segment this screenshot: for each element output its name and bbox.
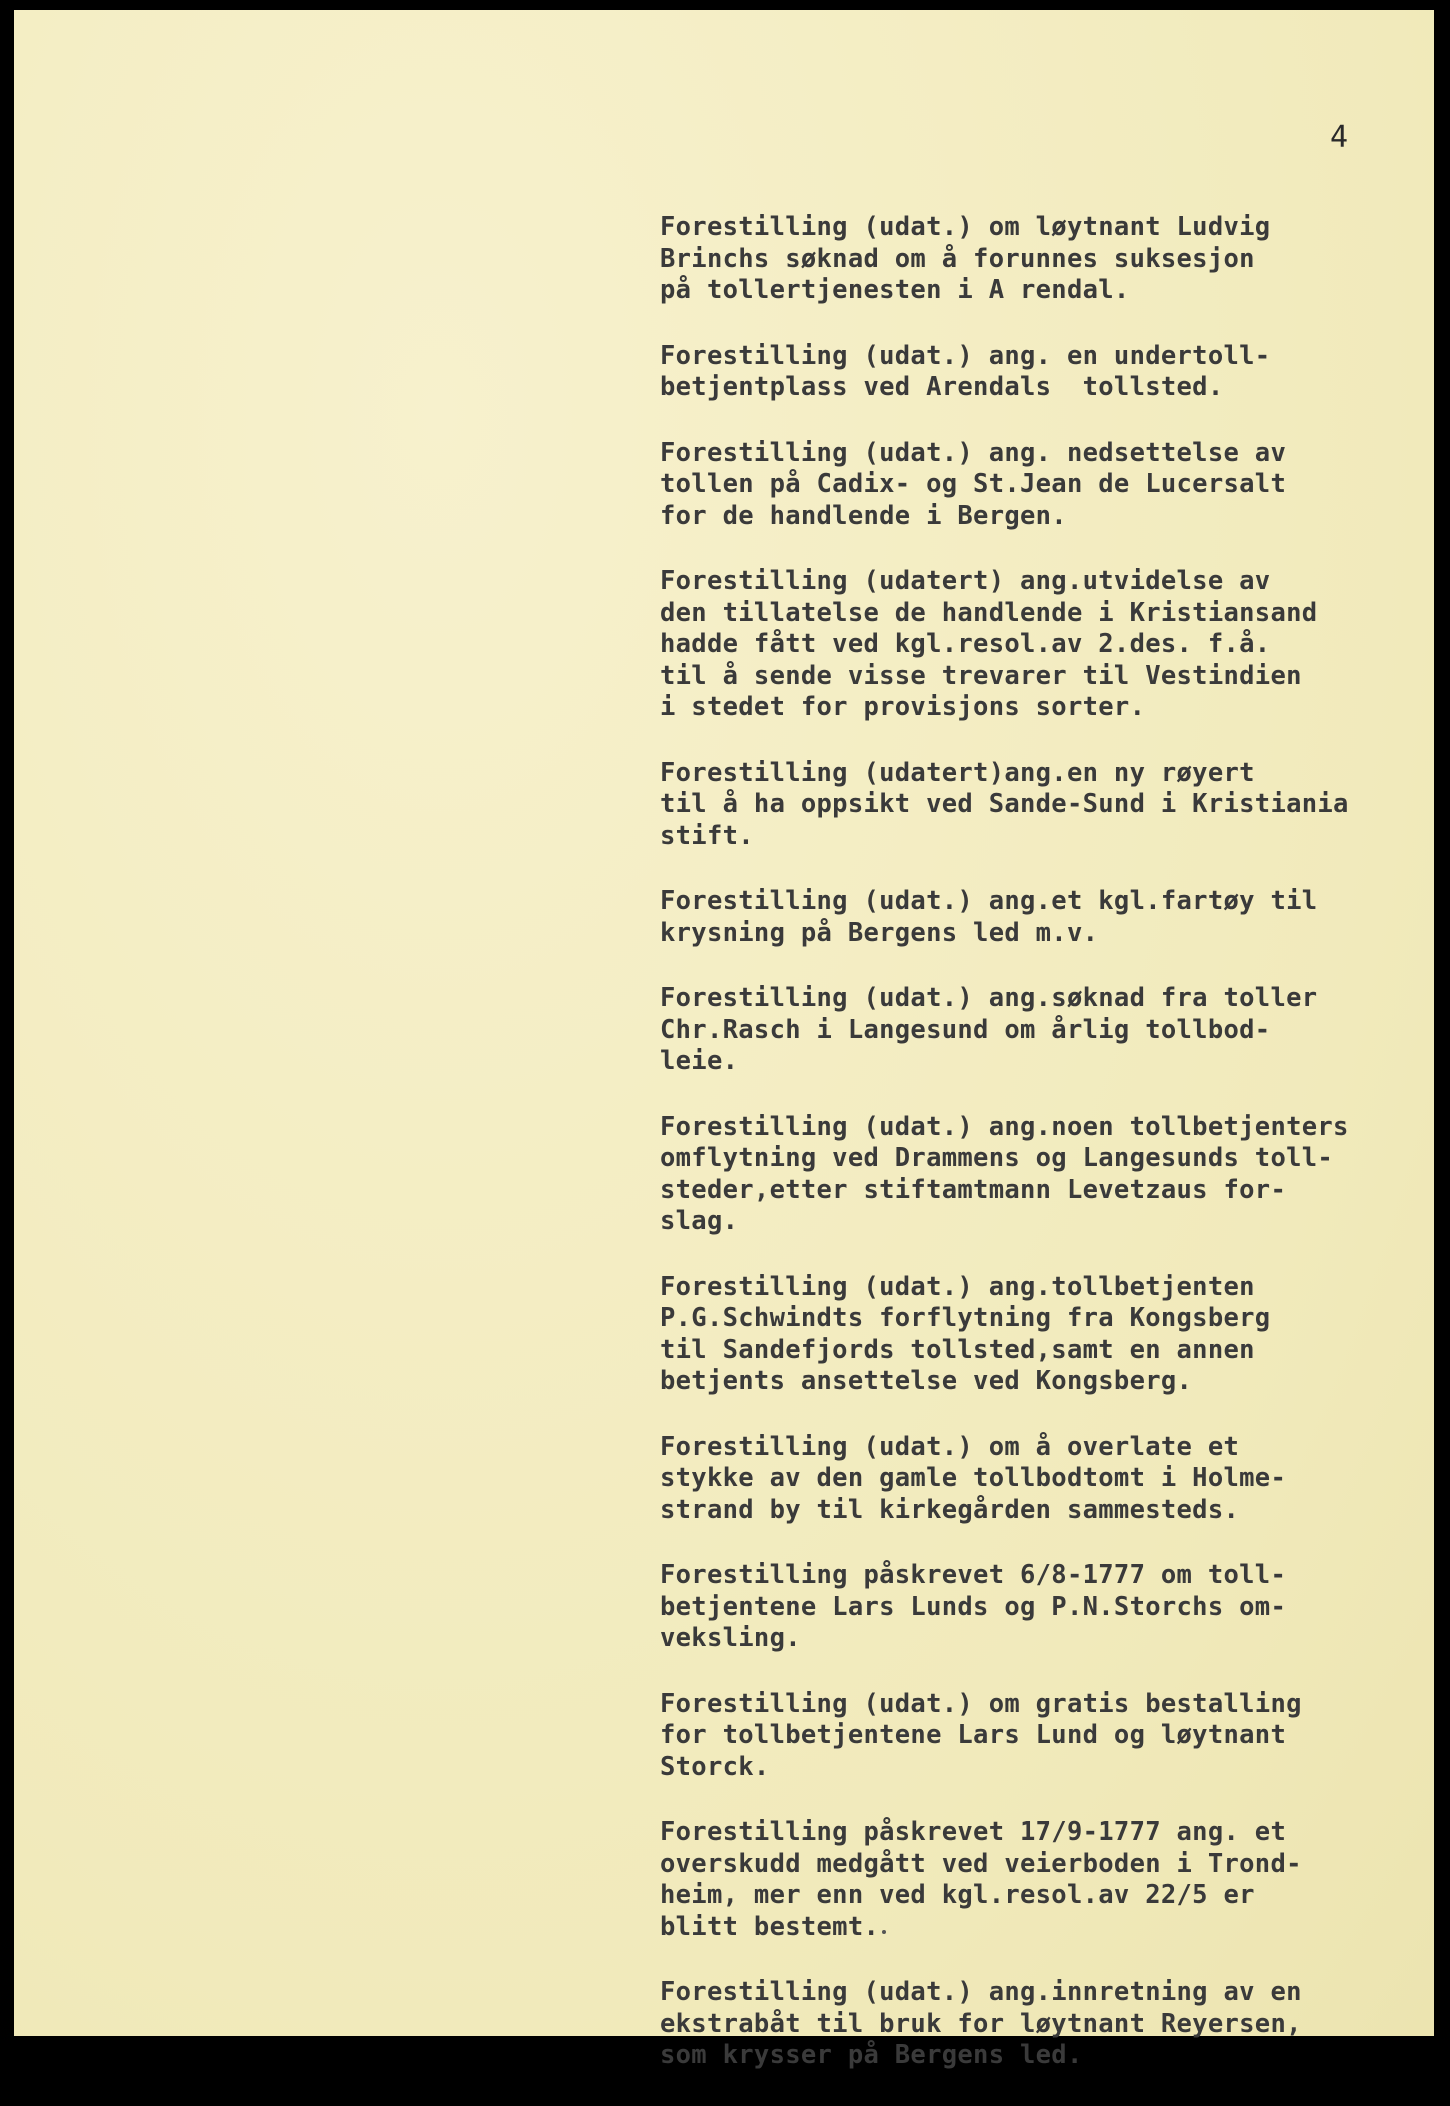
entry-line: til å ha oppsikt ved Sande-Sund i Kristiania: [660, 789, 1349, 819]
entry-line: Forestilling (udat.) om løytnant Ludvig: [660, 212, 1271, 242]
entry-line: Brinchs søknad om å forunnes suksesjon: [660, 243, 1255, 274]
entry-line: Forestilling (udat.) ang.noen tollbetjenters: [660, 1111, 1349, 1142]
entry-line: Forestilling (udat.) ang.søknad fra toller: [660, 983, 1318, 1013]
entry-line: Forestilling (udat.) ang. nedsettelse av: [660, 437, 1287, 468]
entry-line: på tollertjenesten i A rendal.: [660, 275, 1130, 305]
entry-line: overskudd medgått ved veierboden i Trond-: [660, 1848, 1302, 1879]
entry-paragraph: [660, 758, 1420, 853]
entry-line: ekstrabåt til bruk for løytnant Reyersen,: [660, 2008, 1302, 2039]
entry-line: heim, mer enn ved kgl.resol.av 22/5 er: [660, 1880, 1255, 1910]
entry-line: Forestilling påskrevet 6/8-1777 om toll-: [660, 1560, 1287, 1590]
entry-paragraph: [660, 341, 1420, 404]
entry-line: tollen på Cadix- og St.Jean de Lucersalt: [660, 469, 1287, 499]
entry-line: betjentene Lars Lunds og P.N.Storchs om-: [660, 1591, 1287, 1622]
entry-paragraph: [660, 438, 1420, 533]
entry-line: for tollbetjentene Lars Lund og løytnant: [660, 1720, 1287, 1750]
entry-paragraph: [660, 983, 1420, 1078]
entry-line: Storck.: [660, 1751, 770, 1782]
entry-paragraph: [660, 1817, 1420, 1943]
ink-dot: [882, 1930, 886, 1934]
entry-line: hadde fått ved kgl.resol.av 2.des. f.å.: [660, 629, 1271, 659]
entry-line: krysning på Bergens led m.v.: [660, 917, 1099, 948]
entry-paragraph: [660, 1272, 1420, 1398]
entry-line: strand by til kirkegården sammesteds.: [660, 1494, 1240, 1525]
entry-line: Forestilling (udat.) om gratis bestalling: [660, 1688, 1302, 1719]
entry-line: Forestilling påskrevet 17/9-1777 ang. et: [660, 1817, 1287, 1847]
entry-line: Forestilling (udat.) ang. en undertoll-: [660, 340, 1271, 371]
entry-line: blitt bestemt.: [660, 1911, 880, 1942]
entry-paragraph: [660, 212, 1420, 307]
entry-paragraph: [660, 886, 1420, 949]
entry-line: betjents ansettelse ved Kongsberg.: [660, 1366, 1193, 1396]
entry-paragraph: [660, 1432, 1420, 1527]
entry-paragraph: [660, 1977, 1420, 2072]
entry-line: for de handlende i Bergen.: [660, 500, 1067, 531]
entry-line: til å sende visse trevarer til Vestindien: [660, 660, 1302, 691]
page-number: 4: [1330, 120, 1349, 155]
entry-line: betjentplass ved Arendals tollsted.: [660, 372, 1224, 402]
entry-line: steder,etter stiftamtmann Levetzaus for-: [660, 1174, 1287, 1205]
entry-paragraph: [660, 1112, 1420, 1238]
entry-paragraph: [660, 566, 1420, 724]
entry-line: stift.: [660, 820, 754, 851]
entry-line: leie.: [660, 1046, 739, 1076]
entry-line: omflytning ved Drammens og Langesunds toll-: [660, 1143, 1334, 1173]
entry-line: Forestilling (udat.) ang.innretning av en: [660, 1977, 1302, 2007]
entry-line: Forestilling (udat.) ang.et kgl.fartøy til: [660, 886, 1318, 916]
entry-list: [660, 212, 1420, 2106]
entry-line: den tillatelse de handlende i Kristiansand: [660, 597, 1318, 628]
entry-line: i stedet for provisjons sorter.: [660, 692, 1146, 722]
entry-line: Forestilling (udatert) ang.utvidelse av: [660, 566, 1271, 596]
document-page: [14, 10, 1434, 2070]
entry-line: stykke av den gamle tollbodtomt i Holme-: [660, 1463, 1287, 1493]
entry-line: som krysser på Bergens led.: [660, 2040, 1083, 2070]
entry-line: veksling.: [660, 1623, 801, 1653]
entry-line: Forestilling (udat.) ang.tollbetjenten: [660, 1271, 1255, 1302]
entry-line: Forestilling (udatert)ang.en ny røyert: [660, 757, 1255, 788]
entry-line: til Sandefjords tollsted,samt en annen: [660, 1334, 1255, 1365]
entry-line: slag.: [660, 1206, 739, 1236]
entry-line: P.G.Schwindts forflytning fra Kongsberg: [660, 1303, 1271, 1333]
entry-line: Chr.Rasch i Langesund om årlig tollbod-: [660, 1014, 1271, 1045]
entry-paragraph: [660, 1560, 1420, 1655]
entry-paragraph: [660, 1689, 1420, 1784]
entry-line: Forestilling (udat.) om å overlate et: [660, 1431, 1240, 1462]
